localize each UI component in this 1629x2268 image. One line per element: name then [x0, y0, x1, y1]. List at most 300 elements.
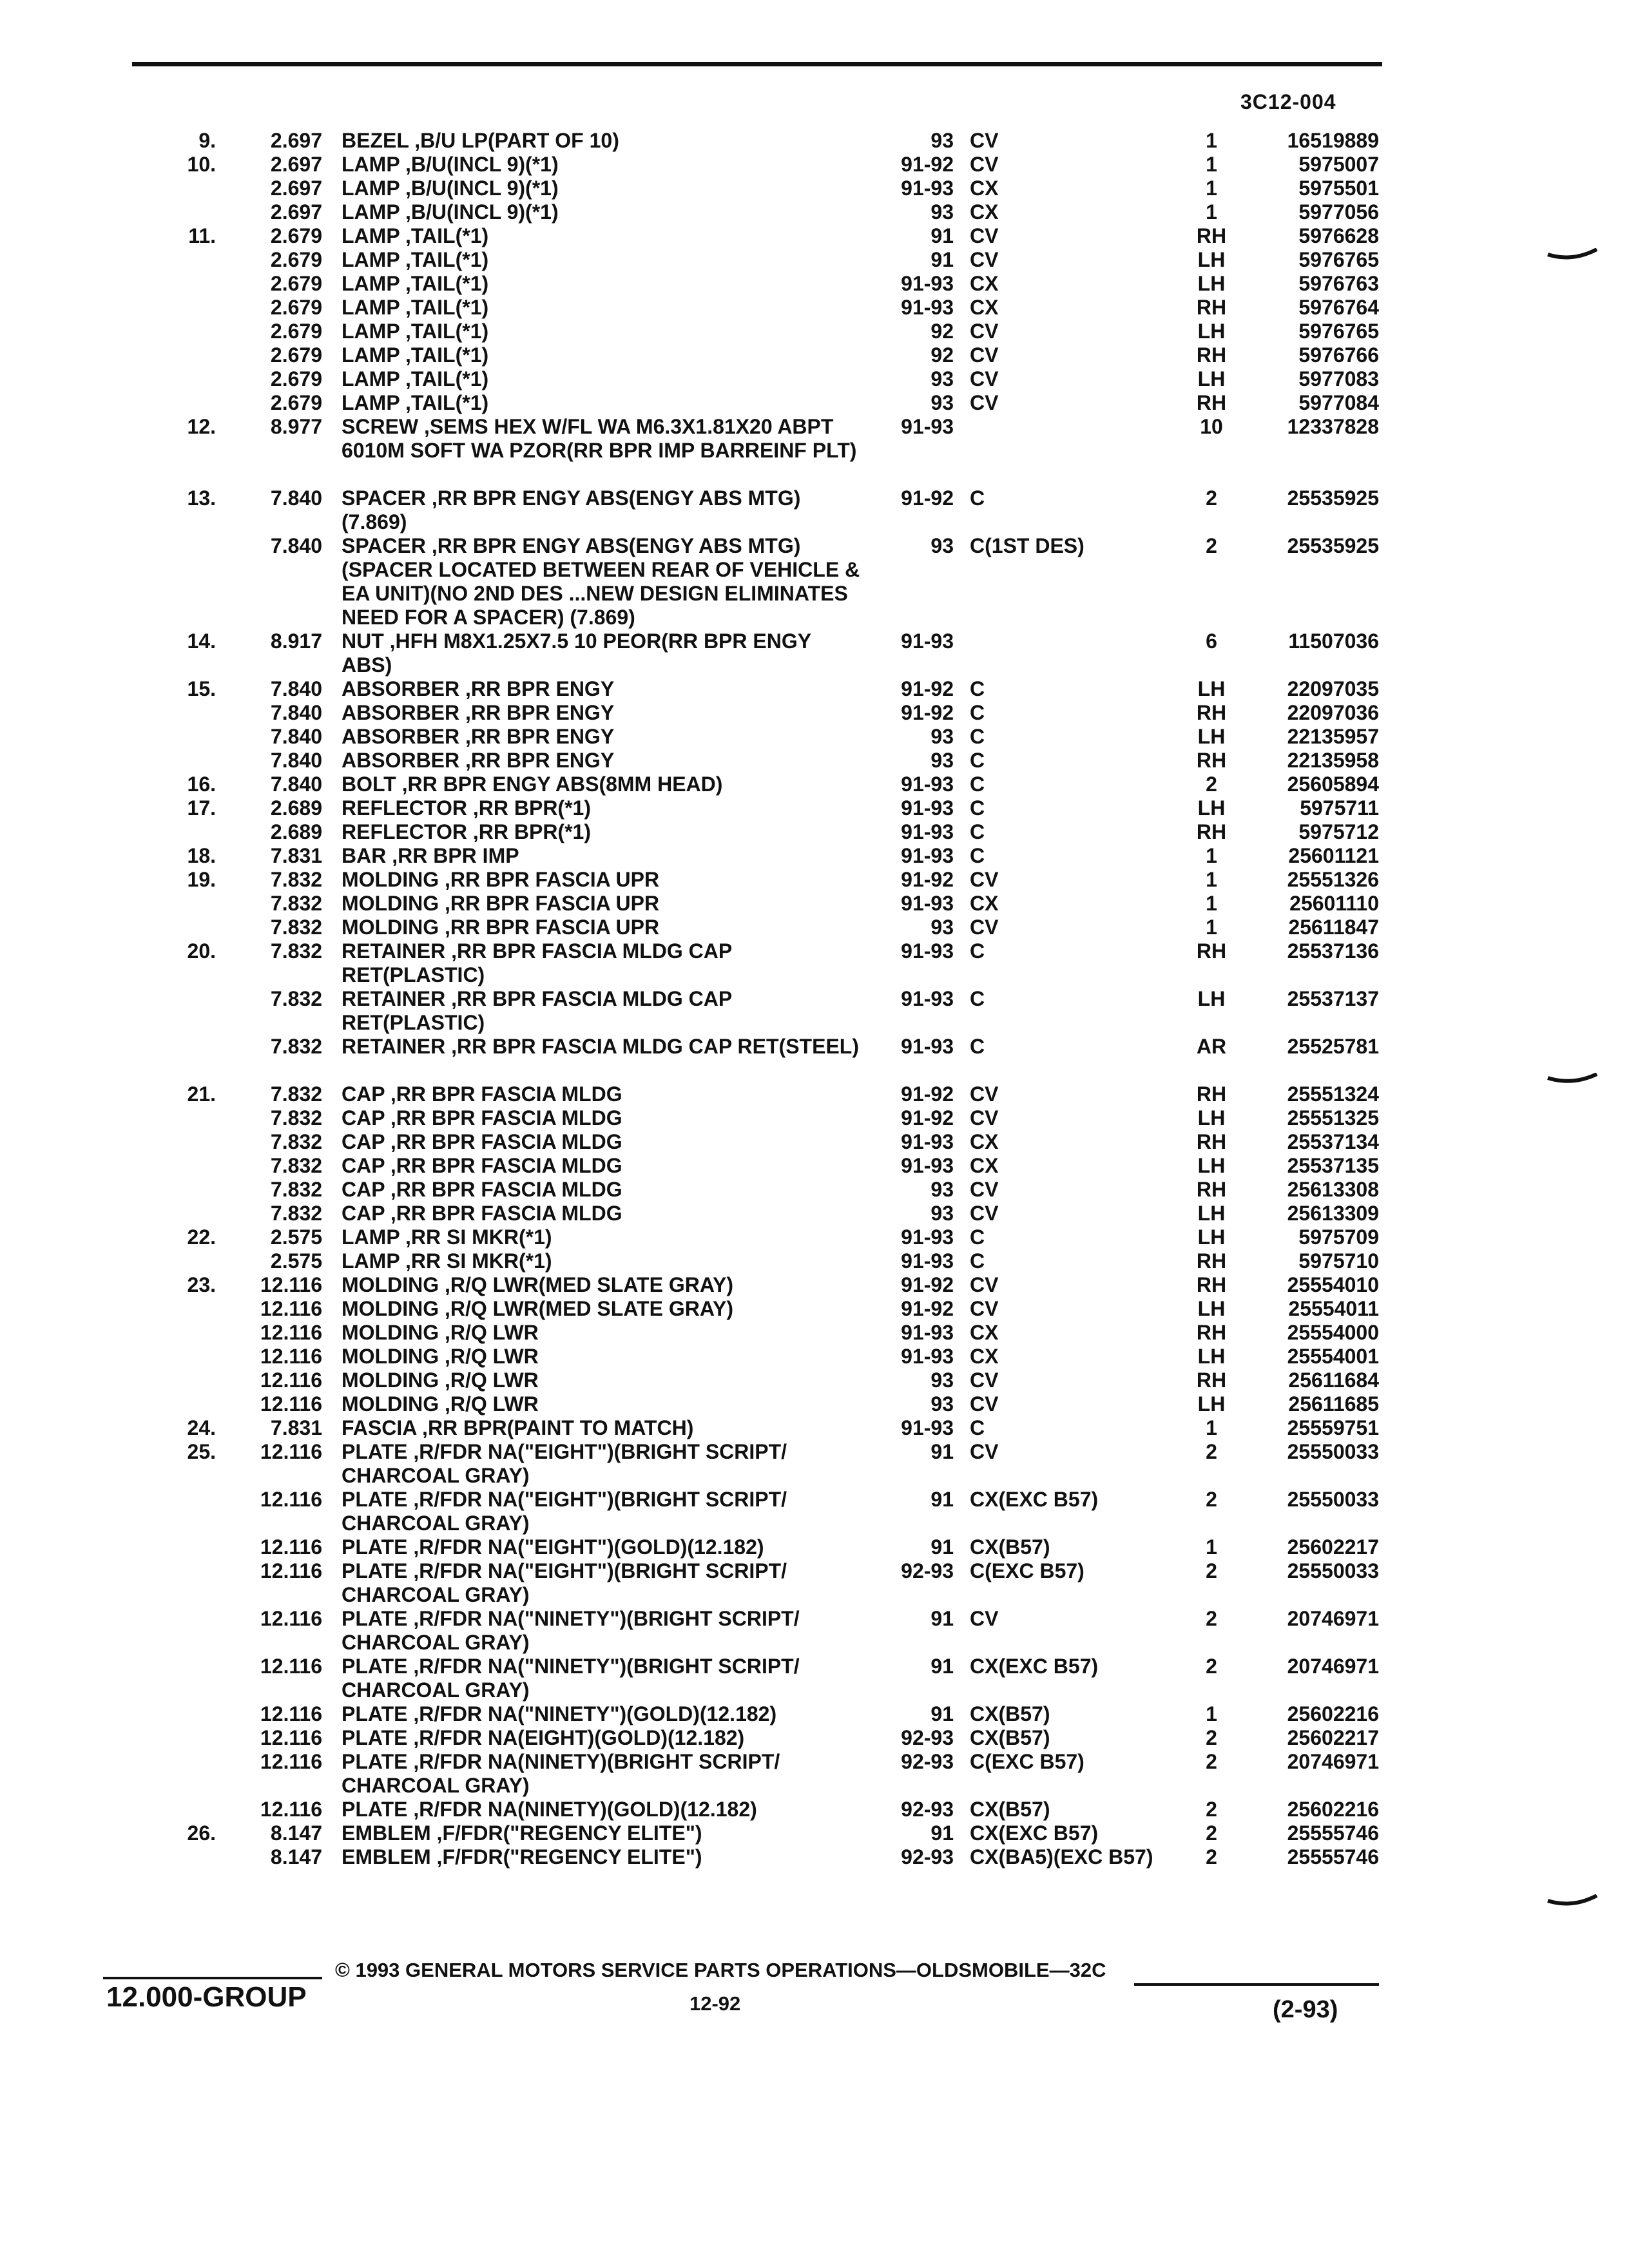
model-years: 91-93	[901, 1035, 954, 1058]
series-code	[970, 1297, 1182, 1321]
group-number: 7.832	[270, 987, 322, 1010]
part-detail: ,B/U(INCL 9)(*1)	[400, 200, 559, 224]
quantity: RH	[1196, 939, 1227, 963]
series-value: C	[970, 677, 985, 700]
part-description	[342, 272, 863, 296]
part-description	[342, 320, 863, 343]
model-years: 91-93	[901, 177, 954, 200]
model-years: 91-93	[901, 1154, 954, 1177]
series-value: CV	[970, 1440, 999, 1463]
part-number: 25537135	[1287, 1154, 1379, 1177]
part-description	[342, 415, 863, 463]
part-description	[342, 868, 863, 892]
quantity: LH	[1197, 248, 1226, 271]
part-name: CAP	[342, 1178, 385, 1201]
model-years: 91-92	[901, 677, 954, 700]
part-detail: ,R/FDR NA("NINETY")(BRIGHT SCRIPT/ CHARCOAL GRAY)	[342, 1655, 800, 1702]
series-code	[970, 1345, 1182, 1369]
group-number: 2.679	[270, 391, 322, 414]
part-name: RETAINER	[342, 987, 446, 1010]
quantity: 1	[1206, 129, 1217, 152]
part-number: 5975712	[1298, 820, 1379, 843]
model-years: 91	[930, 1655, 954, 1678]
part-description	[342, 129, 863, 153]
series-code	[970, 1559, 1182, 1583]
ref-index: 26.	[187, 1821, 216, 1845]
series-code	[970, 892, 1182, 916]
series-value: C	[970, 796, 985, 820]
quantity: 10	[1200, 415, 1223, 438]
part-detail: ,RR BPR FASCIA MLDG	[384, 1154, 622, 1177]
binder-mark	[1547, 248, 1598, 262]
part-name: EMBLEM	[342, 1845, 431, 1869]
part-detail: ,RR BPR FASCIA MLDG	[384, 1202, 622, 1225]
part-detail: ,F/FDR("REGENCY ELITE")	[430, 1845, 702, 1869]
model-years: 92-93	[901, 1845, 954, 1869]
part-number: 25611685	[1288, 1392, 1379, 1416]
part-number: 25554010	[1287, 1273, 1379, 1296]
part-detail: ,R/FDR NA(NINETY)(GOLD)(12.182)	[407, 1798, 757, 1821]
part-detail: ,RR BPR FASCIA UPR	[439, 868, 660, 891]
model-years: 91	[930, 1440, 954, 1463]
series-code	[970, 248, 1182, 272]
model-years: 91-93	[901, 820, 954, 843]
part-detail: ,TAIL(*1)	[400, 272, 489, 295]
group-number: 8.917	[270, 629, 322, 653]
series-code	[970, 177, 1182, 200]
model-years: 91-93	[901, 296, 954, 319]
series-value: C	[970, 987, 985, 1010]
part-detail: ,RR BPR FASCIA UPR	[439, 916, 660, 939]
part-name: PLATE	[342, 1750, 408, 1773]
group-number: 2.697	[270, 129, 322, 152]
part-detail: ,TAIL(*1)	[400, 367, 489, 390]
series-code	[970, 844, 1182, 868]
model-years: 93	[930, 534, 954, 557]
part-number: 5975711	[1300, 796, 1379, 820]
part-detail: ,RR BPR FASCIA MLDG	[384, 1106, 622, 1129]
group-number: 8.147	[270, 1821, 322, 1845]
part-name: LAMP	[342, 248, 400, 271]
part-detail: ,RR BPR(*1)	[467, 820, 591, 843]
part-number: 25559751	[1287, 1416, 1379, 1439]
series-value: CV	[970, 1297, 999, 1320]
group-number: 7.840	[270, 677, 322, 700]
model-years: 91-93	[901, 773, 954, 796]
series-value: CX(BA5)(EXC B57)	[970, 1845, 1153, 1869]
series-code	[970, 486, 1182, 510]
part-name: PLATE	[342, 1607, 408, 1630]
series-code	[970, 1321, 1182, 1345]
series-code	[970, 677, 1182, 701]
part-number: 25551325	[1287, 1106, 1379, 1129]
quantity: 2	[1206, 1607, 1217, 1630]
quantity: LH	[1197, 1106, 1226, 1129]
quantity: RH	[1196, 1273, 1227, 1296]
model-years: 91-93	[901, 1130, 954, 1153]
series-code	[970, 320, 1182, 343]
part-number: 5975710	[1298, 1249, 1379, 1273]
series-value: CX(B57)	[970, 1702, 1050, 1725]
quantity: 6	[1206, 629, 1217, 653]
footer-group-label: 12.000-GROUP	[106, 1981, 307, 2013]
series-value: CV	[970, 1369, 999, 1392]
part-name: CAP	[342, 1082, 385, 1106]
series-value: CV	[970, 868, 999, 891]
series-value: CV	[970, 1392, 999, 1416]
series-value: C	[970, 773, 985, 796]
part-description	[342, 820, 863, 844]
part-number: 20746971	[1287, 1655, 1379, 1678]
part-description	[342, 1535, 863, 1559]
group-number: 7.840	[270, 725, 322, 748]
part-description	[342, 486, 863, 534]
model-years: 93	[930, 391, 954, 414]
model-years: 91	[930, 1535, 954, 1559]
series-code	[970, 1845, 1182, 1869]
series-code	[970, 1440, 1182, 1464]
part-name: BOLT	[342, 773, 396, 796]
quantity: LH	[1197, 1154, 1226, 1177]
part-detail: ,RR BPR ENGY	[459, 701, 615, 724]
parts-list	[0, 129, 1629, 1869]
part-detail: ,RR SI MKR(*1)	[400, 1249, 552, 1273]
part-detail: ,B/U(INCL 9)(*1)	[400, 153, 559, 176]
part-description	[342, 1345, 863, 1369]
series-code	[970, 1225, 1182, 1249]
binder-mark	[1547, 1073, 1598, 1087]
series-code	[970, 153, 1182, 177]
quantity: RH	[1196, 1249, 1227, 1273]
group-number: 2.575	[270, 1249, 322, 1273]
part-detail: ,B/U(INCL 9)(*1)	[400, 177, 559, 200]
model-years: 91-93	[901, 844, 954, 867]
model-years: 93	[930, 200, 954, 224]
part-number: 25535925	[1287, 486, 1379, 510]
part-detail: ,RR BPR ENGY ABS(8MM HEAD)	[396, 773, 723, 796]
part-name: RETAINER	[342, 939, 446, 963]
model-years: 91-93	[901, 1249, 954, 1273]
part-description	[342, 1488, 863, 1535]
part-description	[342, 367, 863, 391]
series-code	[970, 1702, 1182, 1726]
model-years: 91-93	[901, 1345, 954, 1368]
part-description	[342, 1607, 863, 1655]
part-name: LAMP	[342, 177, 400, 200]
series-code	[970, 1798, 1182, 1821]
part-detail: ,R/FDR NA("EIGHT")(BRIGHT SCRIPT/ CHARCOAL GRAY)	[342, 1440, 787, 1487]
part-description	[342, 1202, 863, 1225]
quantity: 1	[1206, 1416, 1217, 1439]
group-number: 2.689	[270, 820, 322, 843]
part-detail: ,RR BPR(*1)	[467, 796, 591, 820]
part-number: 5977084	[1298, 391, 1379, 414]
model-years: 91-93	[901, 1225, 954, 1249]
series-value: CV	[970, 1273, 999, 1296]
ref-index: 18.	[187, 844, 216, 867]
part-detail: ,RR BPR FASCIA MLDG CAP RET(PLASTIC)	[342, 987, 732, 1034]
series-code	[970, 1392, 1182, 1416]
part-description	[342, 1821, 863, 1845]
part-detail: ,TAIL(*1)	[400, 391, 489, 414]
model-years: 91-93	[901, 415, 954, 438]
group-number: 12.116	[260, 1392, 322, 1416]
part-number: 20746971	[1287, 1750, 1379, 1773]
quantity: RH	[1196, 1082, 1227, 1106]
part-name: RETAINER	[342, 1035, 446, 1058]
quantity: RH	[1196, 749, 1227, 772]
series-code	[970, 1249, 1182, 1273]
series-code	[970, 773, 1182, 796]
quantity: RH	[1196, 1130, 1227, 1153]
series-code	[970, 1082, 1182, 1106]
group-number: 2.697	[270, 200, 322, 224]
quantity: LH	[1197, 1225, 1226, 1249]
part-description	[342, 1130, 863, 1154]
part-name: ABSORBER	[342, 701, 460, 724]
group-number: 12.116	[260, 1273, 322, 1296]
part-number: 25602216	[1287, 1798, 1379, 1821]
series-value: CV	[970, 153, 999, 176]
series-code	[970, 1655, 1182, 1678]
model-years: 92	[930, 320, 954, 343]
series-code	[970, 343, 1182, 367]
quantity: 2	[1206, 1559, 1217, 1582]
part-description	[342, 1702, 863, 1726]
quantity: 1	[1206, 200, 1217, 224]
part-detail: ,R/FDR NA("NINETY")(BRIGHT SCRIPT/ CHARCOAL GRAY)	[342, 1607, 800, 1654]
part-detail: ,RR BPR ENGY	[459, 725, 615, 748]
part-number: 25550033	[1287, 1488, 1379, 1511]
model-years: 93	[930, 1178, 954, 1201]
part-description	[342, 1273, 863, 1297]
series-value: CX	[970, 892, 999, 915]
part-detail: ,R/FDR NA("EIGHT")(BRIGHT SCRIPT/ CHARCOAL GRAY)	[342, 1488, 787, 1535]
part-number: 5977056	[1298, 200, 1379, 224]
series-value: CV	[970, 224, 999, 247]
quantity: 2	[1206, 534, 1217, 557]
series-value: CX	[970, 1345, 999, 1368]
series-code	[970, 1416, 1182, 1440]
series-value: C	[970, 820, 985, 843]
group-number: 7.832	[270, 916, 322, 939]
ref-index: 13.	[187, 486, 216, 510]
part-number: 25550033	[1287, 1559, 1379, 1582]
series-code	[970, 200, 1182, 224]
part-detail: ,RR BPR IMP	[386, 844, 519, 867]
part-name: PLATE	[342, 1535, 408, 1559]
part-name: NUT	[342, 629, 384, 653]
part-name: MOLDING	[342, 1345, 439, 1368]
part-description	[342, 987, 863, 1035]
quantity: RH	[1196, 224, 1227, 247]
model-years: 91-92	[901, 1297, 954, 1320]
part-number: 5977083	[1298, 367, 1379, 390]
quantity: 1	[1206, 844, 1217, 867]
part-number: 22097036	[1287, 701, 1379, 724]
ref-index: 24.	[187, 1416, 216, 1439]
model-years: 92-93	[901, 1750, 954, 1773]
series-value: CX	[970, 1321, 999, 1344]
quantity: 2	[1206, 1750, 1217, 1773]
part-detail: ,TAIL(*1)	[400, 224, 489, 247]
part-description	[342, 844, 863, 868]
series-code	[970, 868, 1182, 892]
series-value: CX(B57)	[970, 1798, 1050, 1821]
series-value: C	[970, 1225, 985, 1249]
quantity: 1	[1206, 892, 1217, 915]
series-code	[970, 939, 1182, 963]
quantity: 1	[1206, 1702, 1217, 1725]
part-name: LAMP	[342, 367, 400, 390]
part-name: SPACER	[342, 486, 426, 510]
quantity: LH	[1197, 367, 1226, 390]
part-name: MOLDING	[342, 1369, 439, 1392]
series-code	[970, 1488, 1182, 1512]
part-description	[342, 629, 863, 677]
part-number: 25602217	[1287, 1535, 1379, 1559]
series-code	[970, 534, 1182, 558]
model-years: 91	[930, 1607, 954, 1630]
part-number: 25554001	[1287, 1345, 1379, 1368]
part-number: 25601121	[1288, 844, 1379, 867]
model-years: 91-93	[901, 1416, 954, 1439]
series-code	[970, 725, 1182, 749]
model-years: 92-93	[901, 1726, 954, 1749]
part-name: LAMP	[342, 272, 400, 295]
part-description	[342, 1416, 863, 1440]
part-detail: ,R/Q LWR	[439, 1345, 539, 1368]
part-number: 5976763	[1298, 272, 1379, 295]
series-code	[970, 1106, 1182, 1130]
part-number: 16519889	[1287, 129, 1379, 152]
part-number: 12337828	[1287, 415, 1379, 438]
quantity: 1	[1206, 916, 1217, 939]
group-number: 2.679	[270, 296, 322, 319]
ref-index: 10.	[187, 153, 216, 176]
page-code: 3C12-004	[1240, 90, 1336, 113]
quantity: LH	[1197, 796, 1226, 820]
model-years: 91	[930, 1821, 954, 1845]
quantity: RH	[1196, 701, 1227, 724]
part-name: MOLDING	[342, 916, 439, 939]
part-number: 25550033	[1287, 1440, 1379, 1463]
model-years: 91-93	[901, 796, 954, 820]
part-name: BEZEL	[342, 129, 409, 152]
model-years: 93	[930, 749, 954, 772]
model-years: 91-93	[901, 987, 954, 1010]
model-years: 91-92	[901, 486, 954, 510]
model-years: 91-92	[901, 1106, 954, 1129]
part-detail: ,R/FDR NA("EIGHT")(BRIGHT SCRIPT/ CHARCOAL GRAY)	[342, 1559, 787, 1606]
series-value: CV	[970, 1082, 999, 1106]
series-code	[970, 296, 1182, 320]
group-number: 7.832	[270, 1202, 322, 1225]
quantity: 2	[1206, 1821, 1217, 1845]
footer-rule-right	[1134, 1983, 1379, 1986]
model-years: 91-92	[901, 701, 954, 724]
part-name: LAMP	[342, 224, 400, 247]
model-years: 93	[930, 367, 954, 390]
group-number: 2.679	[270, 272, 322, 295]
group-number: 2.679	[270, 343, 322, 367]
series-value: CV	[970, 1607, 999, 1630]
quantity: 1	[1206, 177, 1217, 200]
ref-index: 20.	[187, 939, 216, 963]
series-code	[970, 1821, 1182, 1845]
model-years: 91	[930, 224, 954, 247]
model-years: 91-92	[901, 1273, 954, 1296]
group-number: 12.116	[260, 1488, 322, 1511]
model-years: 93	[930, 129, 954, 152]
model-years: 92	[930, 343, 954, 367]
part-detail: ,R/Q LWR(MED SLATE GRAY)	[439, 1273, 733, 1296]
series-value: C	[970, 1249, 985, 1273]
quantity: 2	[1206, 773, 1217, 796]
series-code	[970, 367, 1182, 391]
part-number: 25605894	[1287, 773, 1379, 796]
part-name: ABSORBER	[342, 749, 460, 772]
model-years: 91-92	[901, 1082, 954, 1106]
quantity: 1	[1206, 153, 1217, 176]
part-name: PLATE	[342, 1702, 408, 1725]
group-number: 8.147	[270, 1845, 322, 1869]
group-number: 2.689	[270, 796, 322, 820]
series-code	[970, 129, 1182, 153]
series-code	[970, 749, 1182, 773]
part-name: MOLDING	[342, 892, 439, 915]
part-detail: ,RR BPR FASCIA MLDG	[384, 1082, 622, 1106]
model-years: 93	[930, 1369, 954, 1392]
series-code	[970, 1750, 1182, 1774]
group-number: 2.575	[270, 1225, 322, 1249]
part-number: 5976764	[1298, 296, 1379, 319]
part-name: LAMP	[342, 1249, 400, 1273]
series-value: C(EXC B57)	[970, 1559, 1084, 1582]
series-code	[970, 1273, 1182, 1297]
series-value: C	[970, 1416, 985, 1439]
part-description	[342, 892, 863, 916]
quantity: LH	[1197, 987, 1226, 1010]
group-number: 7.840	[270, 773, 322, 796]
part-name: LAMP	[342, 200, 400, 224]
model-years: 91-93	[901, 629, 954, 653]
series-value: C	[970, 725, 985, 748]
part-number: 25611684	[1288, 1369, 1379, 1392]
part-number: 25601110	[1289, 892, 1379, 915]
quantity: LH	[1197, 1202, 1226, 1225]
series-value: CV	[970, 1202, 999, 1225]
part-number: 25535925	[1287, 534, 1379, 557]
part-number: 25551324	[1287, 1082, 1379, 1106]
group-number: 12.116	[260, 1345, 322, 1368]
group-number: 12.116	[260, 1750, 322, 1773]
series-code	[970, 1035, 1182, 1059]
part-name: SCREW	[342, 415, 419, 438]
group-number: 12.116	[260, 1702, 322, 1725]
series-value: CV	[970, 1106, 999, 1129]
part-name: PLATE	[342, 1440, 408, 1463]
part-name: PLATE	[342, 1726, 408, 1749]
part-detail: ,R/Q LWR	[439, 1321, 539, 1344]
series-value: CX	[970, 1130, 999, 1153]
part-description	[342, 1225, 863, 1249]
part-name: LAMP	[342, 1225, 400, 1249]
group-number: 8.977	[270, 415, 322, 438]
ref-index: 16.	[187, 773, 216, 796]
quantity: 1	[1206, 1535, 1217, 1559]
part-description	[342, 153, 863, 177]
